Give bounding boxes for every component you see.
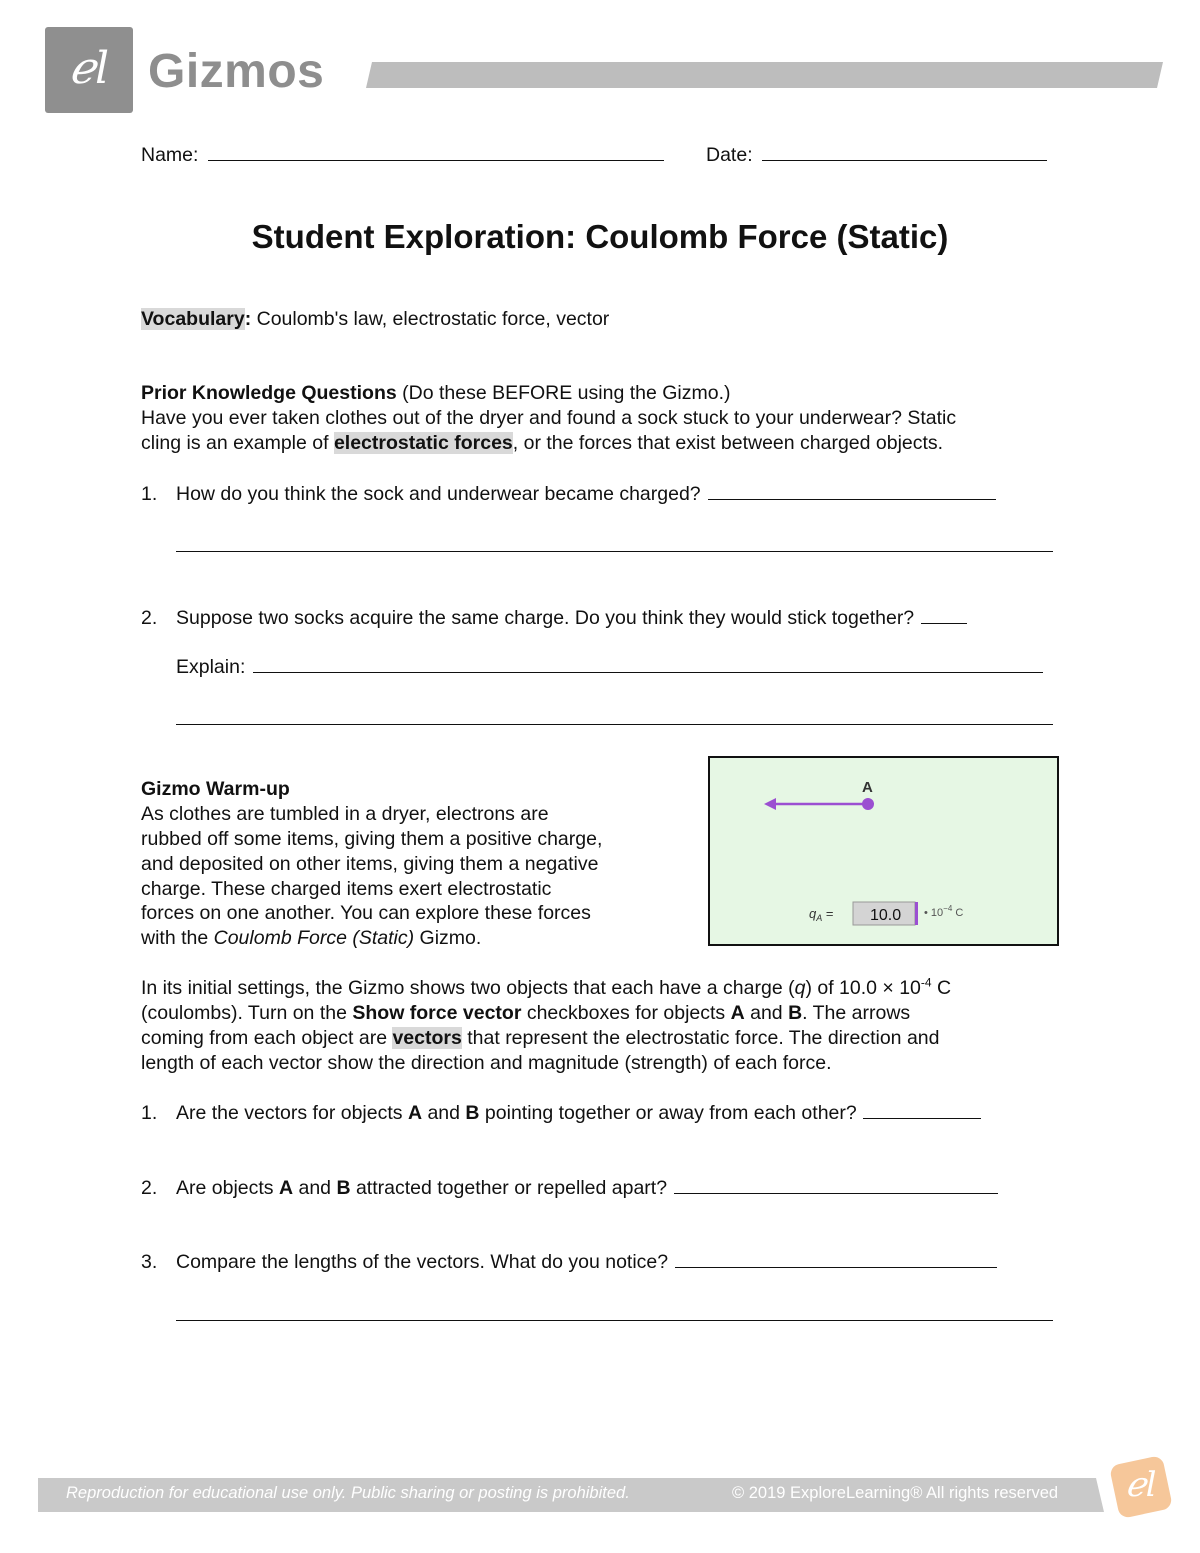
page-title: Student Exploration: Coulomb Force (Static) <box>251 218 949 255</box>
question-number: 2. <box>141 607 158 629</box>
question-text: Suppose two socks acquire the same charge. Do you think they would stick together? <box>176 607 915 629</box>
q-subscript: A <box>816 913 823 923</box>
unit-exponent: −4 <box>943 904 953 913</box>
unit-coulomb: C <box>952 907 964 919</box>
prior-line-1: Have you ever taken clothes out of the dryer and found a sock stuck to your underwear? Static <box>141 407 957 429</box>
question-text: Compare the lengths of the vectors. What do you notice? <box>176 1251 669 1273</box>
unit-base: • 10 <box>924 907 944 919</box>
text-run: and <box>422 1102 466 1124</box>
vocabulary-terms: Coulomb's law, electrostatic force, vector <box>251 308 610 330</box>
warmup-line: charge. These charged items exert electrostatic <box>141 878 552 900</box>
text-run: (coulombs). Turn on the <box>141 1002 353 1024</box>
charge-input-value: 10.0 <box>870 907 902 924</box>
term-vectors: vectors <box>392 1027 462 1049</box>
exponent: -4 <box>920 975 932 990</box>
initial-line-4: length of each vector show the direction and magnitude (strength) of each force. <box>141 1052 832 1074</box>
term-electrostatic-forces: electrostatic forces <box>333 432 513 454</box>
prior-heading-note: (Do these BEFORE using the Gizmo.) <box>396 382 731 404</box>
warmup-line: As clothes are tumbled in a dryer, electrons are <box>141 803 549 825</box>
footer-disclaimer: Reproduction for educational use only. Public sharing or posting is prohibited. <box>66 1484 630 1502</box>
date-label: Date: <box>706 144 753 166</box>
q-equals: = <box>822 906 834 921</box>
name-label: Name: <box>141 144 199 166</box>
answer-blank[interactable] <box>921 605 967 624</box>
date-blank[interactable] <box>762 142 1047 161</box>
prior-heading-line <box>141 381 731 406</box>
warmup-question-1 <box>141 1100 981 1126</box>
logo-glyph: ℯl <box>68 43 110 94</box>
explain-label: Explain: <box>176 656 246 678</box>
warmup-line <box>141 926 481 951</box>
charge-q-label <box>809 906 833 923</box>
object-label-a: A <box>862 779 873 796</box>
warmup-line: forces on one another. You can explore these forces <box>141 902 591 924</box>
text-run: and <box>293 1177 337 1199</box>
charge-unit <box>924 904 963 919</box>
explain-row <box>176 654 1043 680</box>
text-run: attracted together or repelled apart? <box>350 1177 668 1199</box>
vocabulary-label: Vocabulary <box>141 308 245 330</box>
name-row <box>141 142 664 168</box>
prior-line-2-post: , or the forces that exist between charged objects. <box>512 432 944 454</box>
gizmo-screenshot <box>708 756 1059 946</box>
warmup-last-pre: with the <box>141 927 214 949</box>
initial-line-3 <box>141 1026 939 1051</box>
gizmos-logo-mark <box>45 27 133 113</box>
text-run: pointing together or away from each other? <box>479 1102 857 1124</box>
answer-line[interactable] <box>176 724 1053 725</box>
question-number: 1. <box>141 1102 158 1124</box>
warmup-line: rubbed off some items, giving them a positive charge, <box>141 828 603 850</box>
warmup-heading-text: Gizmo Warm-up <box>141 778 290 800</box>
text-run: . The arrows <box>802 1002 911 1024</box>
answer-blank[interactable] <box>863 1100 981 1119</box>
object-b: B <box>788 1002 803 1024</box>
gizmo-name: Coulomb Force (Static) <box>213 927 415 949</box>
answer-blank[interactable] <box>675 1249 997 1268</box>
text-run: C <box>931 977 952 999</box>
answer-line[interactable] <box>176 1320 1053 1321</box>
answer-blank[interactable] <box>708 481 996 500</box>
text-run: and <box>744 1002 789 1024</box>
warmup-heading <box>141 777 290 802</box>
warmup-last-post: Gizmo. <box>414 927 482 949</box>
warmup-question-2 <box>141 1175 998 1201</box>
question-number: 2. <box>141 1177 158 1199</box>
answer-blank[interactable] <box>674 1175 998 1194</box>
object-a: A <box>278 1177 294 1199</box>
text-run: coming from each object are <box>141 1027 393 1049</box>
question-text: How do you think the sock and underwear became charged? <box>176 483 701 505</box>
brand-name: Gizmos <box>148 45 325 98</box>
input-cursor <box>915 902 918 925</box>
warmup-line: and deposited on other items, giving them a negative <box>141 853 599 875</box>
q-symbol: q <box>809 906 817 921</box>
vocabulary-line <box>141 307 609 332</box>
initial-line-1 <box>141 976 951 1001</box>
date-row <box>706 142 1047 168</box>
header-bar <box>366 62 1163 88</box>
footer-logo-glyph: ℯl <box>1125 1465 1157 1505</box>
text-run: ) of 10.0 × 10 <box>805 977 921 999</box>
object-b: B <box>465 1102 480 1124</box>
prior-line-2-pre: cling is an example of <box>141 432 334 454</box>
prior-question-1 <box>141 481 996 507</box>
vector-arrowhead <box>764 798 776 810</box>
answer-line[interactable] <box>176 551 1053 552</box>
object-b: B <box>336 1177 351 1199</box>
show-force-vector-term: Show force vector <box>352 1002 522 1024</box>
initial-line-2 <box>141 1001 910 1026</box>
prior-heading: Prior Knowledge Questions <box>141 382 397 404</box>
charge-a[interactable] <box>862 798 874 810</box>
prior-line-2 <box>141 431 943 456</box>
q-symbol: q <box>794 977 806 999</box>
question-number: 3. <box>141 1251 158 1273</box>
warmup-question-3 <box>141 1249 997 1275</box>
explorelearning-logo <box>1104 1450 1178 1524</box>
footer-copyright: © 2019 ExploreLearning® All rights reserved <box>732 1484 1059 1502</box>
text-run: Are the vectors for objects <box>176 1102 408 1124</box>
text-run: In its initial settings, the Gizmo shows two objects that each have a charge ( <box>141 977 795 999</box>
text-run: Are objects <box>176 1177 279 1199</box>
text-run: checkboxes for objects <box>521 1002 731 1024</box>
vocabulary-colon: : <box>244 308 252 330</box>
question-number: 1. <box>141 483 158 505</box>
prior-question-2 <box>141 605 967 631</box>
text-run: that represent the electrostatic force. The direction and <box>461 1027 940 1049</box>
object-a: A <box>407 1102 423 1124</box>
name-blank[interactable] <box>208 142 664 161</box>
gizmo-canvas <box>710 758 1057 944</box>
explain-blank[interactable] <box>253 654 1043 673</box>
object-a: A <box>730 1002 745 1024</box>
